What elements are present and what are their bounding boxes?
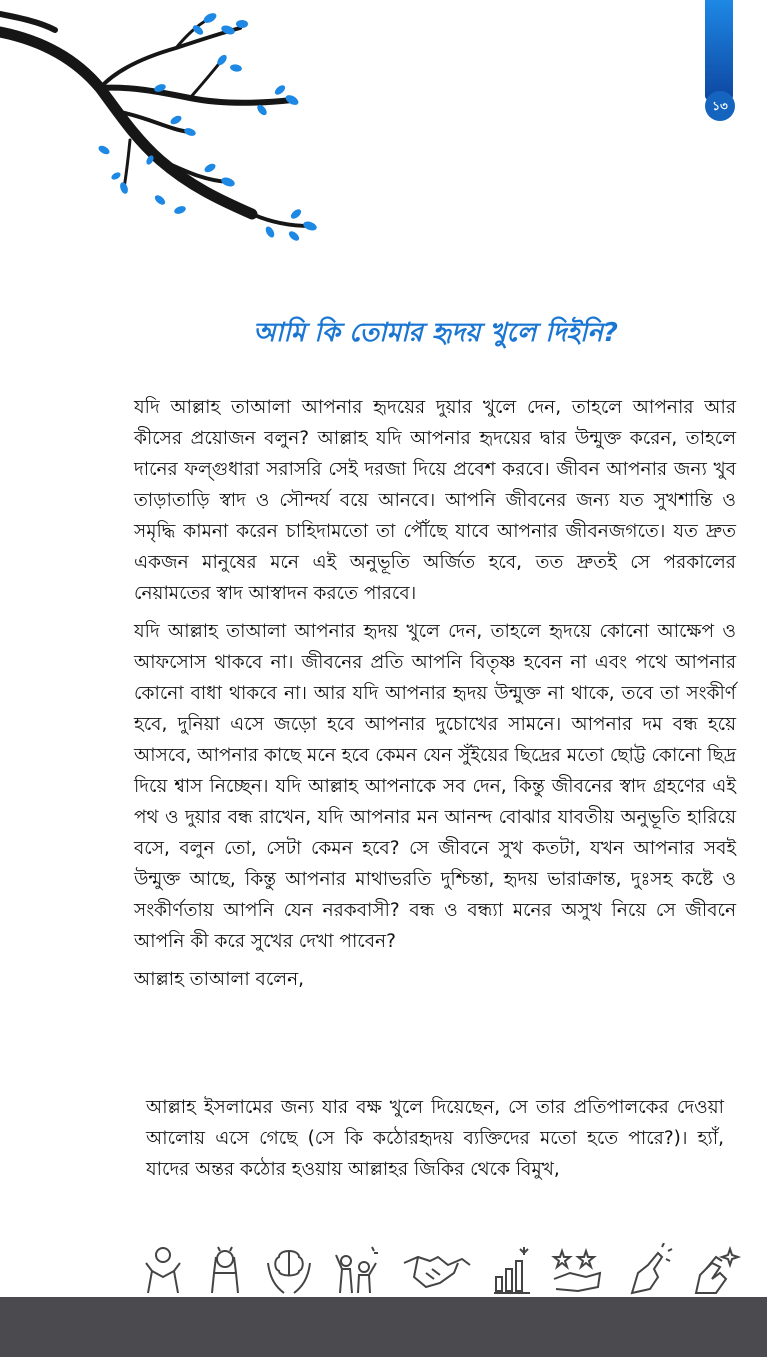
stars-in-hand-icon — [548, 1243, 606, 1297]
paragraph: যদি আল্লাহ তাআলা আপনার হৃদয়ের দুয়ার খুলে দেন, তাহলে আপনার আর কীসের প্রয়োজন বলুন? আল্লাহ যদি আপনার হৃদয়ের দ্বার উন্মুক্ত করেন, তাহলে দানের ফল্গুধারা সরাসরি সেই দরজা দিয়ে প্রবেশ করবে। জীবন আপনার জন্য খুব তাড়াতাড়ি স্বাদ ও সৌন্দর্য বয়ে আনবে। আপনি জীবনের জন্য যত সুখশান্তি ও সমৃদ্ধি কামনা করেন চাহিদামতো তা পৌঁছে যাবে আপনার জীবনজগতে। যত দ্রুত একজন মানুষের মনে এই অনুভূতি অর্জিত হবে, তত দ্রুতই সে পরকালের নেয়ামতের স্বাদ আস্বাদন করতে পারবে। — [134, 397, 736, 604]
tree-branch-illustration — [0, 0, 330, 250]
snapping-fingers-icon — [622, 1243, 674, 1297]
paragraph: যদি আল্লাহ তাআলা আপনার হৃদয় খুলে দেন, তাহলে হৃদয়ে কোনো আক্ষেপ ও আফসোস থাকবে না। জীবনের প্রতি আপনি বিতৃষ্ণ হবেন না এবং পথে আপনার কোনো বাধা থাকবে না। আর যদি আপনার হৃদয় উন্মুক্ত না থাকে, তবে তা সংকীর্ণ হবে, দুনিয়া এসে জড়ো হবে আপনার দুচোখের সামনে। আপনার দম বন্ধ হয়ে আসবে, আপনার কাছে মনে হবে কেমন যেন সুঁইয়ের ছিদ্রের মতো ছোট্ট কোনো ছিদ্র দিয়ে শ্বাস নিচ্ছেন। যদি আল্লাহ আপনাকে সব দেন, কিন্তু জীবনের স্বাদ গ্রহণের এই পথ ও দুয়ার বন্ধ রাখেন, যদি আপনার মন আনন্দ বোঝার যাবতীয় অনুভূতি হারিয়ে বসে, বলুন তো, সেটা কেমন হবে? সে জীবনে সুখ কতটা, যখন আপনার সবই উন্মুক্ত আছে, কিন্তু আপনার মাথাভরতি দুশ্চিন্তা, হৃদয় ভারাক্রান্ত, দুঃসহ কষ্টে ও সংকীর্ণতায় আপনি যেন নরকবাসী? বন্ধ ও বন্ধ্যা মনের অসুখ নিয়ে সে জীবনে আপনি কী করে সুখের দেখা পাবেন? — [134, 621, 736, 952]
brain-in-hands-icon — [262, 1243, 316, 1297]
body-text — [134, 392, 736, 1002]
page-tab-marker — [705, 0, 733, 100]
paragraph: আল্লাহ তাআলা বলেন, — [134, 969, 304, 990]
footer-icon-row — [128, 1243, 748, 1299]
applause-icon — [686, 1243, 742, 1297]
stressed-person-icon — [200, 1243, 250, 1297]
handshake-icon — [400, 1243, 474, 1297]
chapter-title: আমি কি তোমার হৃদয় খুলে দিইনি? — [253, 318, 618, 348]
page-number: ১৩ — [705, 91, 735, 121]
growth-chart-icon — [490, 1243, 534, 1297]
celebrating-people-icon — [328, 1243, 382, 1297]
hands-icon — [138, 1243, 188, 1297]
quote-text: আল্লাহ ইসলামের জন্য যার বক্ষ খুলে দিয়েছেন, সে তার প্রতিপালকের দেওয়া আলোয় এসে গেছে (সে কি কঠোরহৃদয় ব্যক্তিদের মতো হতে পারে?)। হ্যাঁ, যাদের অন্তর কঠোর হওয়ায় আল্লাহর জিকির থেকে বিমুখ, — [146, 1097, 724, 1180]
footer-bar — [0, 1297, 767, 1357]
